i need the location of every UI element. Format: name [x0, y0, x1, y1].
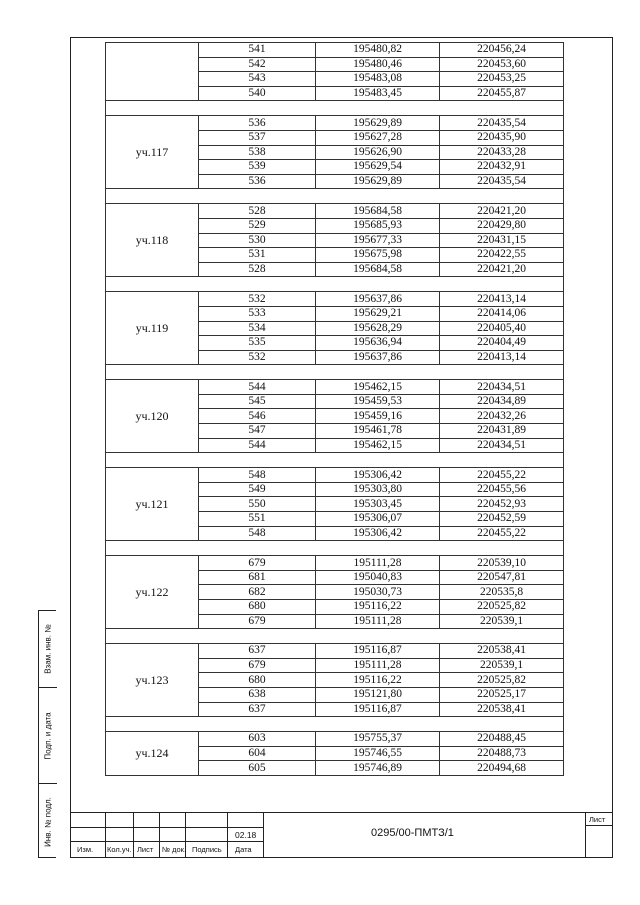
- coordinates-table-wrap: [105, 42, 563, 776]
- coord-x: 195461,78: [316, 424, 440, 439]
- table-row: [106, 292, 564, 307]
- point-number: 528: [199, 262, 316, 277]
- table-row: [106, 380, 564, 395]
- point-number: 539: [199, 160, 316, 175]
- point-number: 543: [199, 72, 316, 87]
- coord-y: 220488,45: [440, 732, 564, 747]
- coord-x: 195629,54: [316, 160, 440, 175]
- point-number: 541: [199, 43, 316, 58]
- group-separator: [106, 541, 564, 556]
- coord-x: 195116,87: [316, 644, 440, 659]
- separator-cell: [106, 541, 564, 556]
- point-number: 529: [199, 218, 316, 233]
- coord-x: 195306,42: [316, 468, 440, 483]
- plot-label: уч.117: [106, 116, 199, 189]
- approval-sidebar: [38, 610, 56, 858]
- point-number: 547: [199, 424, 316, 439]
- stamp-header-kol: Кол.уч.: [107, 845, 132, 854]
- coord-x: 195629,89: [316, 174, 440, 189]
- point-number: 637: [199, 702, 316, 717]
- coord-y: 220494,68: [440, 761, 564, 776]
- coord-x: 195116,87: [316, 702, 440, 717]
- coord-y: 220525,17: [440, 687, 564, 702]
- point-number: 533: [199, 306, 316, 321]
- coord-y: 220435,54: [440, 174, 564, 189]
- sidebar-label-sign-date: Подп. и дата: [43, 711, 53, 760]
- stamp-header-izm: Изм.: [77, 845, 94, 854]
- point-number: 548: [199, 526, 316, 541]
- coord-y: 220405,40: [440, 321, 564, 336]
- stamp-header-date: Дата: [235, 845, 252, 854]
- coord-x: 195480,46: [316, 57, 440, 72]
- coord-x: 195303,80: [316, 482, 440, 497]
- coord-y: 220488,73: [440, 746, 564, 761]
- coord-x: 195111,28: [316, 614, 440, 629]
- plot-label: уч.118: [106, 204, 199, 277]
- point-number: 603: [199, 732, 316, 747]
- coord-x: 195121,80: [316, 687, 440, 702]
- separator-cell: [106, 717, 564, 732]
- table-row: [106, 556, 564, 571]
- group-separator: [106, 277, 564, 292]
- coord-y: 220525,82: [440, 600, 564, 615]
- plot-label: уч.122: [106, 556, 199, 629]
- coord-x: 195675,98: [316, 248, 440, 263]
- coord-y: 220435,90: [440, 130, 564, 145]
- coord-x: 195684,58: [316, 262, 440, 277]
- coord-y: 220539,1: [440, 658, 564, 673]
- coordinates-table: [105, 42, 564, 776]
- table-row: [106, 116, 564, 131]
- stamp-header-doc: № док.: [162, 845, 187, 854]
- coord-x: 195459,16: [316, 409, 440, 424]
- coord-y: 220453,25: [440, 72, 564, 87]
- document-code: 0295/00-ПМТЗ/1: [371, 827, 454, 839]
- coord-y: 220535,8: [440, 585, 564, 600]
- plot-label: уч.123: [106, 644, 199, 717]
- point-number: 604: [199, 746, 316, 761]
- table-row: [106, 43, 564, 58]
- point-number: 551: [199, 512, 316, 527]
- coord-x: 195677,33: [316, 233, 440, 248]
- coord-y: 220434,51: [440, 380, 564, 395]
- point-number: 532: [199, 350, 316, 365]
- coord-x: 195629,21: [316, 306, 440, 321]
- coord-x: 195480,82: [316, 43, 440, 58]
- coord-y: 220431,89: [440, 424, 564, 439]
- title-block: [71, 812, 612, 857]
- coord-y: 220456,24: [440, 43, 564, 58]
- point-number: 530: [199, 233, 316, 248]
- point-number: 679: [199, 614, 316, 629]
- coord-x: 195483,08: [316, 72, 440, 87]
- group-separator: [106, 365, 564, 380]
- group-separator: [106, 629, 564, 644]
- point-number: 548: [199, 468, 316, 483]
- coord-x: 195746,55: [316, 746, 440, 761]
- coord-x: 195306,07: [316, 512, 440, 527]
- point-number: 542: [199, 57, 316, 72]
- coord-x: 195306,42: [316, 526, 440, 541]
- coord-x: 195746,89: [316, 761, 440, 776]
- separator-cell: [106, 629, 564, 644]
- coord-y: 220404,49: [440, 336, 564, 351]
- point-number: 549: [199, 482, 316, 497]
- point-number: 532: [199, 292, 316, 307]
- table-row: [106, 204, 564, 219]
- separator-cell: [106, 453, 564, 468]
- table-row: [106, 732, 564, 747]
- document-sheet: [70, 37, 613, 858]
- group-separator: [106, 717, 564, 732]
- coord-y: 220538,41: [440, 644, 564, 659]
- coord-x: 195483,45: [316, 86, 440, 101]
- coord-y: 220539,10: [440, 556, 564, 571]
- sidebar-cell-sign-date: [39, 688, 57, 784]
- point-number: 537: [199, 130, 316, 145]
- point-number: 682: [199, 585, 316, 600]
- stamp-header-list: Лист: [137, 845, 154, 854]
- coord-y: 220432,91: [440, 160, 564, 175]
- coord-y: 220431,15: [440, 233, 564, 248]
- separator-cell: [106, 365, 564, 380]
- point-number: 681: [199, 570, 316, 585]
- point-number: 528: [199, 204, 316, 219]
- coord-y: 220452,59: [440, 512, 564, 527]
- coord-x: 195637,86: [316, 350, 440, 365]
- coord-x: 195627,28: [316, 130, 440, 145]
- point-number: 536: [199, 116, 316, 131]
- separator-cell: [106, 189, 564, 204]
- point-number: 544: [199, 438, 316, 453]
- coord-y: 220455,22: [440, 526, 564, 541]
- point-number: 544: [199, 380, 316, 395]
- point-number: 538: [199, 145, 316, 160]
- coord-y: 220452,93: [440, 497, 564, 512]
- coord-x: 195626,90: [316, 145, 440, 160]
- coord-x: 195116,22: [316, 600, 440, 615]
- group-separator: [106, 101, 564, 116]
- coord-x: 195685,93: [316, 218, 440, 233]
- coord-y: 220434,51: [440, 438, 564, 453]
- coord-y: 220413,14: [440, 350, 564, 365]
- point-number: 546: [199, 409, 316, 424]
- coord-y: 220422,55: [440, 248, 564, 263]
- point-number: 535: [199, 336, 316, 351]
- point-number: 534: [199, 321, 316, 336]
- coord-x: 195462,15: [316, 438, 440, 453]
- coord-y: 220547,81: [440, 570, 564, 585]
- coord-x: 195684,58: [316, 204, 440, 219]
- point-number: 638: [199, 687, 316, 702]
- point-number: 637: [199, 644, 316, 659]
- coord-x: 195628,29: [316, 321, 440, 336]
- coord-y: 220421,20: [440, 204, 564, 219]
- coord-y: 220538,41: [440, 702, 564, 717]
- table-row: [106, 644, 564, 659]
- sidebar-cell-replace-inv: [39, 611, 57, 688]
- point-number: 545: [199, 394, 316, 409]
- group-separator: [106, 189, 564, 204]
- coord-y: 220414,06: [440, 306, 564, 321]
- group-separator: [106, 453, 564, 468]
- coord-x: 195637,86: [316, 292, 440, 307]
- plot-label: [106, 43, 199, 101]
- coord-y: 220455,56: [440, 482, 564, 497]
- point-number: 680: [199, 600, 316, 615]
- coord-y: 220525,82: [440, 673, 564, 688]
- coord-y: 220433,28: [440, 145, 564, 160]
- coord-y: 220434,89: [440, 394, 564, 409]
- stamp-header-sign: Подпись: [192, 845, 222, 854]
- coord-y: 220421,20: [440, 262, 564, 277]
- coord-y: 220539,1: [440, 614, 564, 629]
- coord-y: 220413,14: [440, 292, 564, 307]
- coord-y: 220453,60: [440, 57, 564, 72]
- coord-x: 195629,89: [316, 116, 440, 131]
- coord-x: 195755,37: [316, 732, 440, 747]
- table-row: [106, 468, 564, 483]
- point-number: 536: [199, 174, 316, 189]
- coord-y: 220432,26: [440, 409, 564, 424]
- point-number: 680: [199, 673, 316, 688]
- plot-label: уч.119: [106, 292, 199, 365]
- point-number: 605: [199, 761, 316, 776]
- coord-x: 195111,28: [316, 658, 440, 673]
- coord-x: 195111,28: [316, 556, 440, 571]
- sheet-label: Лист: [589, 815, 606, 824]
- coord-x: 195116,22: [316, 673, 440, 688]
- point-number: 679: [199, 658, 316, 673]
- coord-x: 195303,45: [316, 497, 440, 512]
- coord-y: 220429,80: [440, 218, 564, 233]
- plot-label: уч.124: [106, 732, 199, 776]
- point-number: 540: [199, 86, 316, 101]
- separator-cell: [106, 101, 564, 116]
- plot-label: уч.121: [106, 468, 199, 541]
- coord-y: 220455,22: [440, 468, 564, 483]
- coord-y: 220435,54: [440, 116, 564, 131]
- coord-x: 195459,53: [316, 394, 440, 409]
- coord-x: 195462,15: [316, 380, 440, 395]
- point-number: 550: [199, 497, 316, 512]
- coord-y: 220455,87: [440, 86, 564, 101]
- sidebar-label-replace-inv: Взам. инв. №: [43, 624, 53, 674]
- coord-x: 195040,83: [316, 570, 440, 585]
- plot-label: уч.120: [106, 380, 199, 453]
- separator-cell: [106, 277, 564, 292]
- point-number: 531: [199, 248, 316, 263]
- sidebar-cell-original-inv: [39, 784, 57, 859]
- point-number: 679: [199, 556, 316, 571]
- coord-x: 195030,73: [316, 585, 440, 600]
- stamp-date-value: 02.18: [235, 830, 257, 840]
- coord-x: 195636,94: [316, 336, 440, 351]
- sidebar-label-original-inv: Инв. № подл.: [43, 796, 53, 847]
